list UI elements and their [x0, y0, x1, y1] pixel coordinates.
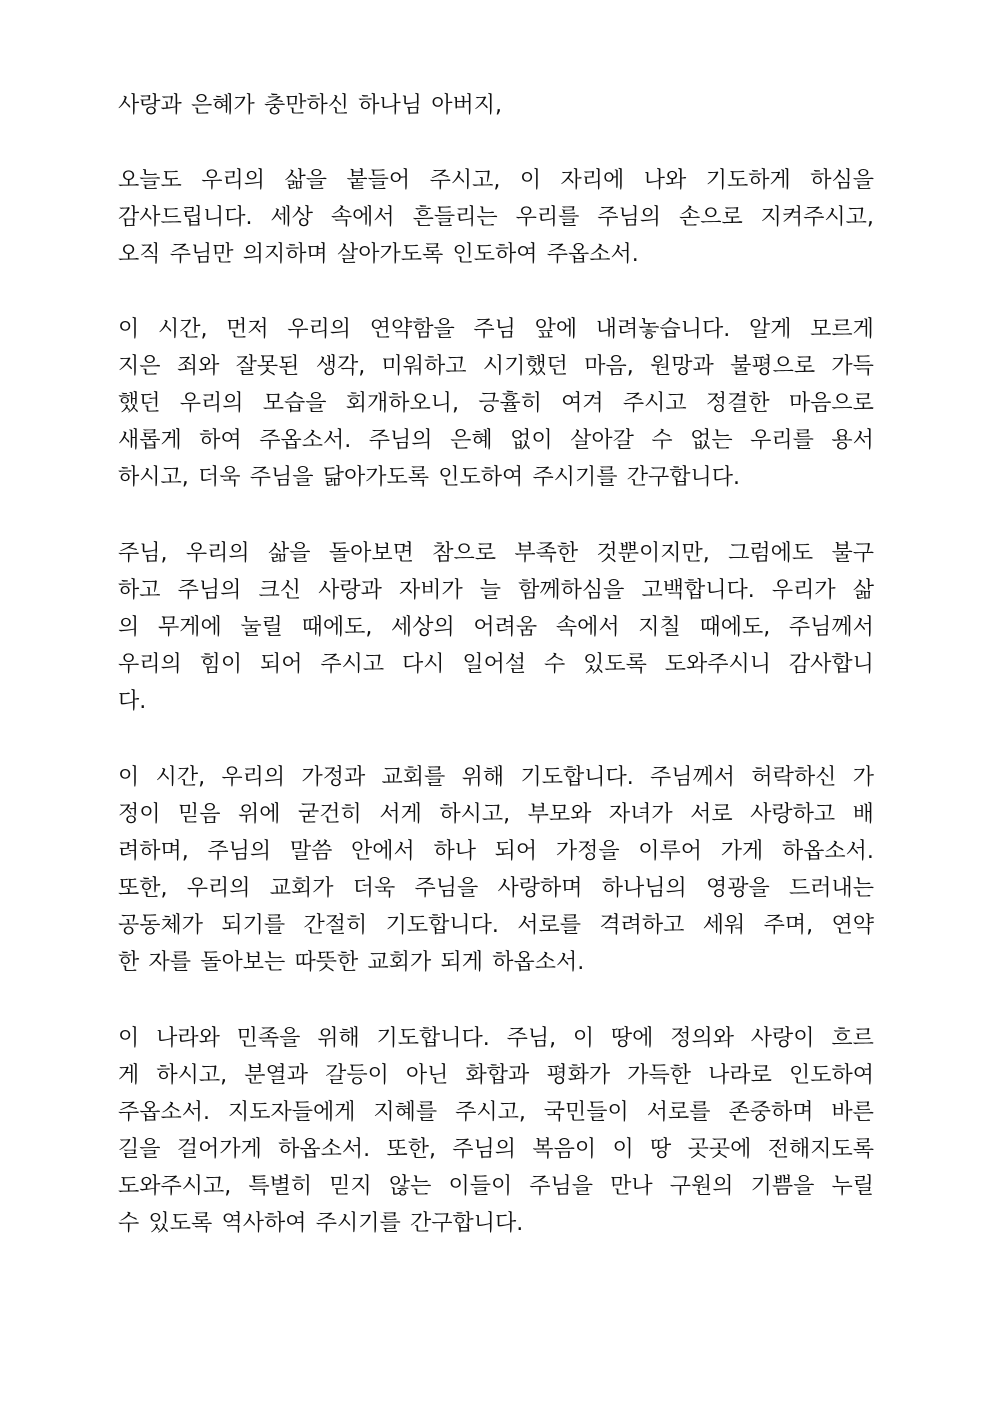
word: 하옵소서. — [278, 1137, 371, 1162]
paragraph-repentance — [118, 311, 874, 496]
text-line — [118, 1094, 874, 1131]
word: 부족한 — [514, 541, 579, 566]
word: 함께하심을 — [518, 578, 625, 603]
word: 주님께서 — [788, 615, 874, 640]
word: 정의와 — [670, 1026, 734, 1051]
word: 주시고, — [429, 168, 501, 193]
word: 했던 — [118, 391, 161, 416]
word: 회개하오니, — [345, 391, 459, 416]
word: 자녀가 — [608, 802, 673, 827]
word: 위에 — [238, 802, 281, 827]
word: 알게 — [748, 317, 792, 342]
word: 새롭게 — [118, 428, 182, 453]
word: 삶 — [852, 578, 874, 603]
word: 나라로 — [708, 1063, 772, 1088]
word: 감사드립니다. — [118, 205, 253, 230]
word: 화합과 — [465, 1063, 530, 1088]
word: 있도록 — [583, 652, 647, 677]
word: 인도하여 — [438, 465, 524, 490]
text-line — [118, 944, 874, 981]
paragraph-family-church — [118, 759, 874, 981]
word: 특별히 — [248, 1174, 313, 1199]
word: 용서 — [831, 428, 874, 453]
word: 흔들리는 — [412, 205, 498, 230]
word: 하나 — [433, 839, 476, 864]
word: 전해지도록 — [767, 1137, 874, 1162]
text-line — [118, 1168, 874, 1205]
word: 삶을 — [267, 541, 311, 566]
text-line — [118, 87, 874, 124]
word: 주님의 — [452, 1137, 517, 1162]
word: 아닌 — [405, 1063, 449, 1088]
word: 시기했던 — [482, 354, 568, 379]
word: 또한, — [118, 876, 168, 901]
text-line — [118, 796, 874, 833]
word: 말씀 — [289, 839, 333, 864]
word: 간구합니다. — [626, 465, 740, 490]
word: 복음이 — [532, 1137, 597, 1162]
word: 역사하여 — [221, 1211, 307, 1236]
word: 또한, — [386, 1137, 436, 1162]
word: 참으로 — [432, 541, 496, 566]
word: 기도합니다. — [520, 765, 634, 790]
word: 도와주시고, — [118, 1174, 232, 1199]
word: 나와 — [643, 168, 687, 193]
word: 이 — [572, 1026, 595, 1051]
word: 더욱 — [352, 876, 396, 901]
word: 민족을 — [236, 1026, 301, 1051]
text-line — [118, 459, 874, 496]
word: 주시기를 — [532, 465, 618, 490]
text-line — [118, 646, 874, 683]
word: 안에서 — [351, 839, 415, 864]
word: 격려하고 — [599, 913, 685, 938]
word: 지은 — [118, 354, 161, 379]
word: 되기를 — [221, 913, 286, 938]
word: 만나 — [610, 1174, 653, 1199]
word: 때에도, — [301, 615, 373, 640]
word: 우리의 — [185, 541, 250, 566]
word: 교회가 — [269, 876, 334, 901]
word: 마음, — [584, 354, 634, 379]
word: 서로를 — [517, 913, 582, 938]
word: 주님을 — [414, 876, 479, 901]
word: 이들이 — [448, 1174, 513, 1199]
word: 영광을 — [705, 876, 770, 901]
word: 주며, — [763, 913, 814, 938]
word: 길을 — [118, 1137, 161, 1162]
text-line — [118, 759, 874, 796]
word: 가 — [852, 765, 874, 790]
word: 지혜를 — [373, 1100, 438, 1125]
text-line — [118, 535, 874, 572]
word: 분열과 — [244, 1063, 308, 1088]
word: 주님의 — [207, 839, 272, 864]
word: 불평으로 — [730, 354, 816, 379]
word: 붙들어 — [346, 168, 411, 193]
word: 주님, — [118, 541, 168, 566]
word: 정이 — [118, 802, 161, 827]
word: 주님을 — [249, 465, 314, 490]
text-line — [118, 199, 874, 236]
word: 긍휼히 — [478, 391, 542, 416]
text-line — [118, 385, 874, 422]
word: 려하며, — [118, 839, 189, 864]
word: 우리의 — [221, 765, 286, 790]
word: 간구합니다. — [410, 1211, 524, 1236]
word: 우리를 — [515, 205, 580, 230]
word: 하심을 — [810, 168, 874, 193]
word: 기쁨을 — [750, 1174, 815, 1199]
word: 돌아보는 — [200, 950, 286, 975]
word: 잘못된 — [235, 354, 300, 379]
word: 허락하신 — [751, 765, 837, 790]
word: 여겨 — [561, 391, 604, 416]
word: 수 — [651, 428, 673, 453]
word: 앞에 — [534, 317, 578, 342]
word: 기도하게 — [705, 168, 791, 193]
word: 은혜 — [450, 428, 493, 453]
word: 가득 — [831, 354, 874, 379]
word: 다시 — [402, 652, 445, 677]
paragraph-confession — [118, 535, 874, 720]
word: 시간, — [155, 765, 206, 790]
word: 돌아보면 — [328, 541, 414, 566]
word: 굳건히 — [298, 802, 362, 827]
word: 우리의 — [118, 652, 182, 677]
word: 의 — [118, 615, 140, 640]
word: 자를 — [148, 950, 192, 975]
word: 다. — [118, 689, 147, 714]
word: 하옵소서. — [781, 839, 874, 864]
word: 수 — [118, 1211, 140, 1236]
word: 사랑과 — [118, 93, 182, 118]
text-line — [118, 1020, 874, 1057]
word: 속에서 — [330, 205, 395, 230]
word: 주시고, — [455, 1100, 526, 1125]
word: 이 — [118, 1026, 140, 1051]
text-line — [118, 1057, 874, 1094]
word: 미워하고 — [381, 354, 467, 379]
word: 누릴 — [831, 1174, 874, 1199]
word: 한 — [118, 950, 140, 975]
word: 모습을 — [262, 391, 327, 416]
word: 세상의 — [390, 615, 455, 640]
word: 위해 — [317, 1026, 360, 1051]
word: 자리에 — [560, 168, 625, 193]
word: 땅에 — [610, 1026, 654, 1051]
word: 사랑하고 — [750, 802, 836, 827]
word: 이루어 — [638, 839, 703, 864]
text-line — [118, 572, 874, 609]
word: 주님, — [506, 1026, 557, 1051]
word: 우리의 — [186, 876, 251, 901]
word: 하고 — [118, 578, 161, 603]
word: 주님께서 — [650, 765, 736, 790]
word: 흐르 — [831, 1026, 874, 1051]
word: 하시고, — [118, 465, 189, 490]
word: 내려놓습니다. — [595, 317, 731, 342]
word: 은혜가 — [191, 93, 255, 118]
word: 기도합니다. — [385, 913, 499, 938]
word: 주님의 — [177, 578, 242, 603]
word: 연약함을 — [369, 317, 455, 342]
word: 늘 — [479, 578, 502, 603]
word: 않는 — [388, 1174, 432, 1199]
word: 배 — [852, 802, 874, 827]
word: 때에도, — [699, 615, 771, 640]
word: 교회를 — [381, 765, 446, 790]
word: 교회가 — [367, 950, 432, 975]
word: 고백합니다. — [641, 578, 755, 603]
word: 주시고 — [320, 652, 385, 677]
word: 불구 — [831, 541, 874, 566]
word: 우리를 — [750, 428, 814, 453]
word: 우리의 — [287, 317, 352, 342]
word: 주옵소서. — [118, 1100, 211, 1125]
word: 하옵소서. — [492, 950, 585, 975]
word: 주옵소서. — [546, 242, 639, 267]
word: 이 — [118, 317, 140, 342]
word: 주시고 — [622, 391, 687, 416]
word: 국민들이 — [543, 1100, 629, 1125]
word: 되어 — [260, 652, 303, 677]
word: 수 — [544, 652, 566, 677]
word: 오직 — [118, 242, 161, 267]
word: 연약 — [831, 913, 874, 938]
word: 크신 — [258, 578, 301, 603]
word: 세상 — [270, 205, 313, 230]
word: 충만하신 — [264, 93, 350, 118]
word: 사랑과 — [318, 578, 382, 603]
text-line — [118, 348, 874, 385]
word: 지켜주시고, — [760, 205, 874, 230]
text-line — [118, 162, 874, 199]
word: 존중하며 — [728, 1100, 814, 1125]
word: 공동체가 — [118, 913, 204, 938]
word: 서게 — [379, 802, 422, 827]
word: 것뿐이지만, — [596, 541, 710, 566]
paragraph-thanksgiving — [118, 162, 874, 273]
word: 이 — [118, 765, 140, 790]
word: 하시고, — [439, 802, 511, 827]
word: 감사합니 — [788, 652, 874, 677]
word: 속에서 — [555, 615, 620, 640]
word: 먼저 — [226, 317, 269, 342]
word: 닮아가도록 — [322, 465, 429, 490]
word: 생각, — [315, 354, 366, 379]
word: 기도합니다. — [376, 1026, 490, 1051]
word: 구원의 — [669, 1174, 734, 1199]
word: 이 — [519, 168, 542, 193]
word: 우리의 — [179, 391, 244, 416]
word: 주님만 — [169, 242, 234, 267]
word: 오늘도 — [118, 168, 182, 193]
word: 주옵소서. — [259, 428, 352, 453]
text-line — [118, 870, 874, 907]
word: 살아갈 — [570, 428, 634, 453]
word: 우리의 — [201, 168, 265, 193]
word: 더욱 — [197, 465, 241, 490]
word: 되게 — [440, 950, 484, 975]
paragraph-nation — [118, 1020, 874, 1242]
word: 주님 — [473, 317, 516, 342]
text-line — [118, 311, 874, 348]
word: 드러내는 — [788, 876, 874, 901]
word: 지도자들에게 — [227, 1100, 356, 1125]
text-line — [118, 609, 874, 646]
text-line — [118, 907, 874, 944]
text-line — [118, 1131, 874, 1168]
word: 세워 — [702, 913, 746, 938]
word: 죄와 — [176, 354, 220, 379]
word: 손으로 — [678, 205, 743, 230]
word: 위해 — [461, 765, 505, 790]
word: 하나님의 — [601, 876, 687, 901]
text-line — [118, 833, 874, 870]
word: 가득한 — [627, 1063, 692, 1088]
word: 인도하여 — [788, 1063, 874, 1088]
word: 힘이 — [199, 652, 243, 677]
word: 원망과 — [650, 354, 714, 379]
word: 삶을 — [284, 168, 327, 193]
word: 지칠 — [638, 615, 681, 640]
word: 그럼에도 — [728, 541, 814, 566]
word: 하시고, — [156, 1063, 228, 1088]
word: 평화가 — [546, 1063, 611, 1088]
word: 이 — [612, 1137, 634, 1162]
word: 도와주시니 — [664, 652, 772, 677]
word: 우리가 — [771, 578, 836, 603]
word: 주님의 — [368, 428, 433, 453]
word: 모르게 — [810, 317, 874, 342]
word: 일어설 — [462, 652, 527, 677]
word: 하나님 — [358, 93, 423, 118]
word: 없는 — [690, 428, 733, 453]
word: 가게 — [720, 839, 764, 864]
word: 무게에 — [157, 615, 222, 640]
word: 간절히 — [303, 913, 368, 938]
word: 아버지, — [431, 93, 502, 118]
word: 살아가도록 — [337, 242, 444, 267]
word: 서로 — [690, 802, 733, 827]
word: 의지하며 — [242, 242, 328, 267]
word: 없이 — [510, 428, 553, 453]
word: 주님을 — [529, 1174, 594, 1199]
word: 사랑하며 — [497, 876, 583, 901]
text-line — [118, 1205, 874, 1242]
word: 나라와 — [156, 1026, 220, 1051]
text-line — [118, 683, 874, 720]
word: 가정을 — [555, 839, 620, 864]
text-line — [118, 236, 874, 273]
word: 되어 — [494, 839, 538, 864]
paragraph-greeting — [118, 87, 874, 124]
word: 시간, — [157, 317, 208, 342]
word: 서로를 — [646, 1100, 711, 1125]
word: 사랑이 — [750, 1026, 815, 1051]
word: 주시기를 — [315, 1211, 401, 1236]
text-line — [118, 422, 874, 459]
word: 갈등이 — [325, 1063, 389, 1088]
word: 정결한 — [705, 391, 770, 416]
word: 주님의 — [597, 205, 662, 230]
word: 부모와 — [527, 802, 592, 827]
word: 바른 — [831, 1100, 874, 1125]
word: 곳곳에 — [687, 1137, 752, 1162]
word: 인도하여 — [452, 242, 538, 267]
word: 눌릴 — [240, 615, 283, 640]
word: 하여 — [199, 428, 242, 453]
word: 자비가 — [398, 578, 463, 603]
word: 걸어가게 — [176, 1137, 262, 1162]
word: 어려움 — [473, 615, 538, 640]
word: 믿음 — [178, 802, 221, 827]
word: 믿지 — [329, 1174, 372, 1199]
word: 마음으로 — [788, 391, 874, 416]
word: 가정과 — [301, 765, 366, 790]
word: 따뜻한 — [294, 950, 359, 975]
word: 게 — [118, 1063, 140, 1088]
word: 땅 — [650, 1137, 672, 1162]
word: 있도록 — [148, 1211, 213, 1236]
